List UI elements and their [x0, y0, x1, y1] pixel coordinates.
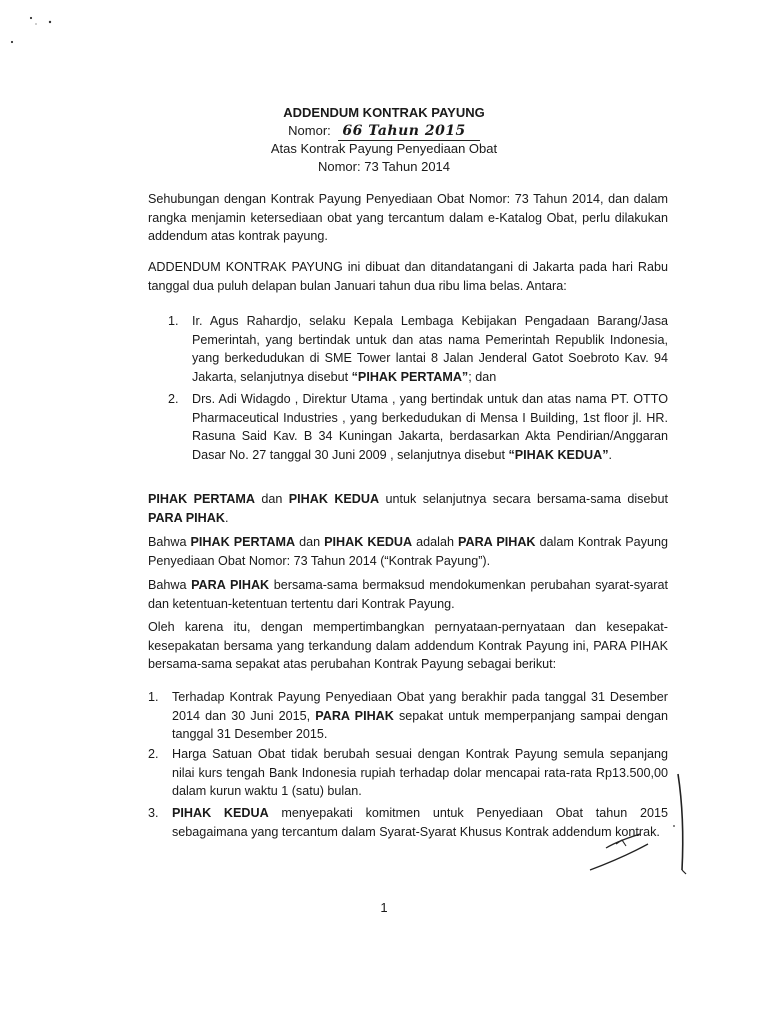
bold-term: PIHAK KEDUA	[324, 535, 413, 549]
bold-term: PIHAK KEDUA	[288, 492, 380, 506]
text-run: Terhadap Kontrak Payung Penyediaan Obat yang berakhir pada tanggal 31 Desember 2014 dan 30 Juni 2015,	[172, 690, 668, 723]
page-number: 1	[380, 900, 388, 915]
list-number: 2.	[168, 392, 179, 406]
nomor-label: Nomor:	[288, 123, 331, 138]
document-number-line	[0, 122, 768, 141]
therefore-paragraph: Oleh karena itu, dengan mempertimbangkan pernyataan-pernyataan dan kesepakat-kesepakatan bersama yang terkandung dalam addendum Kontrak Payung ini, PARA PIHAK bersama-sama sepakat atas perubahan Kontrak Payung sebagai berikut:	[148, 620, 668, 671]
list-number: 2.	[148, 747, 159, 761]
document-subtitle-number: Nomor: 73 Tahun 2014	[317, 159, 451, 174]
bold-term: PIHAK PERTAMA	[190, 535, 296, 549]
party-tail: .	[608, 447, 613, 462]
bold-term: PARA PIHAK	[458, 535, 536, 549]
margin-bracket-mark	[668, 770, 708, 880]
list-number: 1.	[168, 314, 179, 328]
scan-speck-marks	[6, 14, 66, 54]
handwritten-number: 66 Tahun 2015	[338, 122, 479, 141]
party-designation: “PIHAK PERTAMA”	[351, 369, 469, 384]
text-run: Harga Satuan Obat tidak berubah sesuai dengan Kontrak Payung semula sepanjang nilai kurs tengah Bank Indonesia rupiah terhadap dolar mencapai rata-rata Rp13.500,00 dalam kurun waktu 1 (satu) bulan.	[172, 747, 668, 798]
whereas-paragraph-1	[148, 533, 668, 570]
text-run: dan	[254, 492, 289, 506]
party-tail: ; dan	[468, 369, 497, 384]
text-run: untuk selanjutnya secara bersama-sama disebut	[379, 492, 668, 506]
intro-paragraph: Sehubungan dengan Kontrak Payung Penyediaan Obat Nomor: 73 Tahun 2014, dan dalam rangka menjamin ketersediaan obat yang tercantum dalam e-Katalog Obat, perlu dilakukan addendum atas kontrak payung.	[148, 192, 668, 243]
amendment-text	[172, 688, 668, 744]
list-number: 3.	[148, 806, 159, 820]
party-description	[192, 312, 668, 386]
bold-term: PIHAK KEDUA	[172, 806, 269, 820]
text-run: Bahwa	[148, 578, 192, 592]
text-run: .	[224, 510, 229, 525]
text-run: sepakat untuk memperpanjang sampai dengan tanggal 31 Desember 2015.	[172, 708, 669, 741]
text-run: bersama-sama bermaksud mendokumenkan perubahan syarat-syarat dan ketentuan-ketentuan tertentu dari Kontrak Payung.	[148, 578, 668, 611]
party-text: Drs. Adi Widagdo , Direktur Utama , yang bertindak untuk dan atas nama PT. OTTO Pharmaceutical Industries , yang berkedudukan di Mensa I Building, 1st floor jl. HR. Rasuna Said Kav. B 34 Kuningan Jakarta, berdasarkan Akta Pendirian/Anggaran Dasar No. 27 tanggal 30 Juni 2009 , selanjutnya disebut	[192, 392, 668, 462]
initials-mark	[586, 826, 656, 876]
whereas-paragraph-2	[148, 576, 668, 613]
bold-term: PARA PIHAK	[191, 578, 270, 592]
bold-term: PARA PIHAK	[148, 510, 225, 525]
bold-term: PARA PIHAK	[315, 708, 394, 723]
text-run: adalah	[412, 535, 459, 549]
bold-term: PIHAK PERTAMA	[148, 492, 255, 506]
amendment-text	[172, 745, 668, 801]
document-subtitle: Atas Kontrak Payung Penyediaan Obat	[270, 141, 498, 156]
parties-together-paragraph	[148, 490, 668, 527]
list-number: 1.	[148, 690, 159, 704]
party-text: Ir. Agus Rahardjo, selaku Kepala Lembaga Kebijakan Pengadaan Barang/Jasa Pemerintah, yang bertindak untuk dan atas nama Pemerintah Republik Indonesia, yang berkedudukan di SME Tower lantai 8 Jalan Jenderal Gatot Soebroto Kav. 94 Jakarta, selanjutnya disebut	[192, 314, 668, 384]
document-title: ADDENDUM KONTRAK PAYUNG	[283, 105, 485, 120]
party-description	[192, 390, 668, 464]
text-run: Bahwa	[148, 535, 191, 549]
signing-paragraph: ADDENDUM KONTRAK PAYUNG ini dibuat dan ditandatangani di Jakarta pada hari Rabu tanggal dua puluh delapan bulan Januari tahun dua ribu lima belas. Antara:	[148, 260, 668, 293]
text-run: menyepakati komitmen untuk Penyediaan Obat tahun 2015 sebagaimana yang tercantum dalam Syarat-Syarat Khusus Kontrak addendum kontrak.	[172, 806, 668, 839]
party-designation: “PIHAK KEDUA”	[508, 447, 609, 462]
text-run: dalam Kontrak Payung Penyediaan Obat Nomor: 73 Tahun 2014 (“Kontrak Payung”).	[148, 535, 669, 568]
text-run: dan	[295, 535, 325, 549]
